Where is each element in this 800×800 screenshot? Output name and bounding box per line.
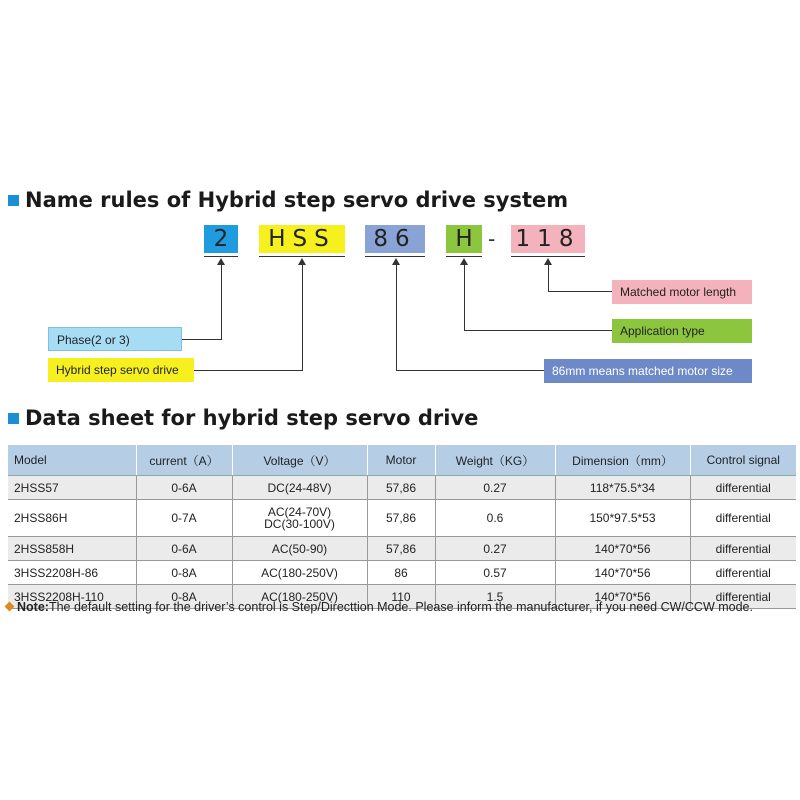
table-cell: 2HSS858H	[8, 537, 136, 561]
code-part-motor-size: 86	[365, 225, 425, 253]
underline-phase	[204, 256, 238, 257]
code-separator: -	[488, 226, 496, 251]
datasheet-title-text: Data sheet for hybrid step servo drive	[25, 406, 479, 430]
connector-length-horizontal	[548, 291, 612, 292]
connector-size-vertical	[396, 262, 397, 371]
table-row	[8, 561, 796, 585]
table-cell: 2HSS86H	[8, 500, 136, 537]
table-cell: 0-8A	[136, 561, 232, 585]
underline-application	[446, 256, 482, 257]
table-cell: AC(180-250V)	[232, 561, 367, 585]
table-cell: differential	[690, 537, 796, 561]
underline-motor-size	[365, 256, 425, 257]
table-cell: 1.5	[435, 585, 555, 609]
table-cell: 57,86	[367, 500, 435, 537]
label-application-type: Application type	[612, 319, 752, 343]
table-cell: AC(180-250V)	[232, 585, 367, 609]
connector-length-vertical	[548, 262, 549, 292]
connector-phase-vertical	[221, 262, 222, 340]
column-header: Weight（KG）	[435, 445, 555, 476]
table-header-row	[8, 445, 796, 476]
table-cell: 118*75.5*34	[555, 476, 690, 500]
square-bullet-icon	[8, 195, 19, 206]
underline-motor-length	[511, 256, 585, 257]
table-cell: 0.27	[435, 476, 555, 500]
column-header: Control signal	[690, 445, 796, 476]
column-header: Motor	[367, 445, 435, 476]
table-cell: 86	[367, 561, 435, 585]
table-cell: 0.27	[435, 537, 555, 561]
table-cell: 57,86	[367, 476, 435, 500]
code-part-phase: 2	[204, 225, 238, 253]
underline-hss	[259, 256, 345, 257]
table-cell: 0.57	[435, 561, 555, 585]
table-cell: differential	[690, 561, 796, 585]
table-cell: AC(24-70V) DC(30-100V)	[232, 500, 367, 537]
column-header: Voltage（V）	[232, 445, 367, 476]
footnote	[6, 600, 753, 614]
table-cell: differential	[690, 476, 796, 500]
label-motor-size: 86mm means matched motor size	[544, 359, 752, 383]
table-cell: 0-8A	[136, 585, 232, 609]
naming-section-title	[8, 188, 568, 212]
table-cell: 0-6A	[136, 537, 232, 561]
table-cell: 140*70*56	[555, 585, 690, 609]
connector-application-vertical	[464, 262, 465, 331]
code-part-motor-length: 118	[511, 225, 585, 253]
table-cell: 2HSS57	[8, 476, 136, 500]
note-label: Note:	[17, 600, 49, 614]
table-cell: 140*70*56	[555, 537, 690, 561]
table-row	[8, 537, 796, 561]
naming-title-text: Name rules of Hybrid step servo drive system	[25, 188, 569, 212]
datasheet-section-title	[8, 406, 478, 430]
table-cell: differential	[690, 500, 796, 537]
connector-hybrid-horizontal	[194, 370, 303, 371]
square-bullet-icon	[8, 413, 19, 424]
note-text: The default setting for the driver’s control is Step/Directtion Mode. Please inform the manufacturer, if you need CW/CCW mode.	[48, 600, 753, 614]
table-cell: 0-7A	[136, 500, 232, 537]
table-cell: 0-6A	[136, 476, 232, 500]
column-header: Model	[8, 445, 136, 476]
table-row	[8, 500, 796, 537]
diamond-bullet-icon	[5, 602, 15, 612]
connector-hybrid-vertical	[302, 262, 303, 371]
table-cell: 57,86	[367, 537, 435, 561]
table-cell: 140*70*56	[555, 561, 690, 585]
table-cell: 0.6	[435, 500, 555, 537]
table-cell: 150*97.5*53	[555, 500, 690, 537]
label-phase: Phase(2 or 3)	[48, 327, 182, 351]
connector-phase-horizontal	[182, 339, 222, 340]
datasheet-table	[8, 445, 796, 609]
table-row	[8, 476, 796, 500]
table-cell: 3HSS2208H-110	[8, 585, 136, 609]
connector-size-horizontal	[396, 370, 544, 371]
table-cell: 110	[367, 585, 435, 609]
column-header: current（A）	[136, 445, 232, 476]
code-part-hss: HSS	[259, 225, 345, 253]
code-part-application: H	[446, 225, 482, 253]
column-header: Dimension（mm）	[555, 445, 690, 476]
table-cell: DC(24-48V)	[232, 476, 367, 500]
connector-application-horizontal	[464, 330, 612, 331]
table-cell: AC(50-90)	[232, 537, 367, 561]
label-motor-length: Matched motor length	[612, 280, 752, 304]
table-cell: differential	[690, 585, 796, 609]
table-cell: 3HSS2208H-86	[8, 561, 136, 585]
label-hybrid-drive: Hybrid step servo drive	[48, 358, 194, 382]
